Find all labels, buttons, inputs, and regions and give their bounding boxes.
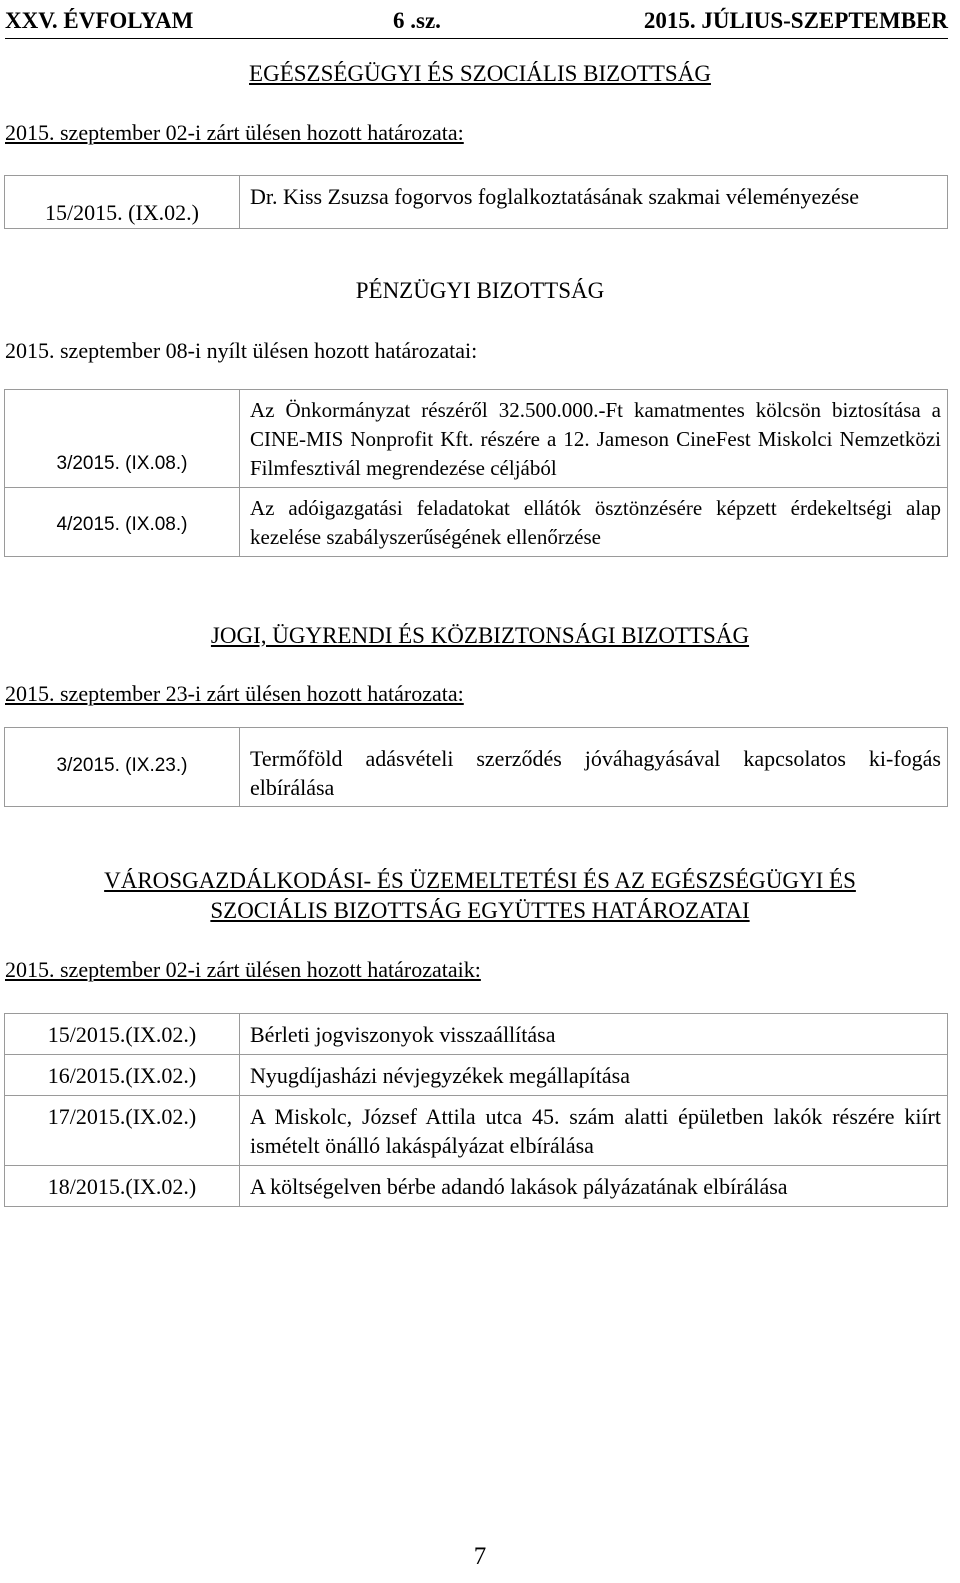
issue-number: 6 .sz.: [393, 8, 441, 33]
table-row: [5, 390, 948, 488]
section-title-legal: JOGI, ÜGYRENDI ÉS KÖZBIZTONSÁGI BIZOTTSÁG: [210, 623, 750, 648]
resolutions-table: [4, 389, 948, 557]
table-row: [5, 488, 948, 557]
resolution-number: 4/2015. (IX.08.): [5, 488, 240, 557]
section-date-line: 2015. szeptember 02-i zárt ülésen hozott határozata:: [5, 120, 464, 145]
resolution-text: Nyugdíjasházi névjegyzékek megállapítása: [240, 1055, 948, 1096]
resolution-text: Bérleti jogviszonyok visszaállítása: [240, 1014, 948, 1055]
resolution-number: 15/2015. (IX.02.): [5, 176, 240, 229]
resolution-text: Az Önkormányzat részéről 32.500.000.-Ft kamatmentes kölcsön biztosítása a CINE-MIS Nonprofit Kft. részére a 12. Jameson CineFest Miskolci Nemzetközi Filmfesztivál megrendezése céljából: [240, 390, 948, 488]
table-row: [5, 1096, 948, 1166]
section-date-line: 2015. szeptember 23-i zárt ülésen hozott határozata:: [5, 681, 464, 706]
resolution-text: A költségelven bérbe adandó lakások pályázatának elbírálása: [240, 1166, 948, 1207]
resolutions-table: [4, 727, 948, 807]
resolution-number: 3/2015. (IX.23.): [5, 728, 240, 807]
resolution-text: Termőföld adásvételi szerződés jóváhagyásával kapcsolatos ki-fogás elbírálása: [240, 728, 948, 807]
resolution-number: 16/2015.(IX.02.): [5, 1055, 240, 1096]
table-row: [5, 1055, 948, 1096]
table-row: [5, 176, 948, 229]
resolution-text: A Miskolc, József Attila utca 45. szám alatti épületben lakók részére kiírt ismételt önálló lakáspályázat elbírálása: [240, 1096, 948, 1166]
section-date-line: 2015. szeptember 08-i nyílt ülésen hozott határozatai:: [5, 338, 478, 363]
table-row: [5, 1166, 948, 1207]
table-row: [5, 1014, 948, 1055]
section-title-joint-line2: SZOCIÁLIS BIZOTTSÁG EGYÜTTES HATÁROZATAI: [210, 898, 750, 923]
section-title-joint-line1: VÁROSGAZDÁLKODÁSI- ÉS ÜZEMELTETÉSI ÉS AZ EGÉSZSÉGÜGYI ÉS: [104, 868, 856, 893]
resolution-text: Dr. Kiss Zsuzsa fogorvos foglalkoztatásának szakmai véleményezése: [240, 176, 948, 229]
resolution-number: 15/2015.(IX.02.): [5, 1014, 240, 1055]
table-row: [5, 728, 948, 807]
volume-label: XXV. ÉVFOLYAM: [5, 8, 194, 33]
section-date-line: 2015. szeptember 02-i zárt ülésen hozott határozataik:: [5, 957, 481, 982]
resolution-text: Az adóigazgatási feladatokat ellátók ösztönzésére képzett érdekeltségi alap kezelése szabályszerűségének ellenőrzése: [240, 488, 948, 557]
resolution-number: 17/2015.(IX.02.): [5, 1096, 240, 1166]
resolutions-table: [4, 175, 948, 229]
page-header: [5, 8, 948, 39]
page-number: 7: [473, 1543, 487, 1570]
resolutions-table: [4, 1013, 948, 1207]
resolution-number: 18/2015.(IX.02.): [5, 1166, 240, 1207]
section-title-health-social: EGÉSZSÉGÜGYI ÉS SZOCIÁLIS BIZOTTSÁG: [249, 61, 711, 86]
resolution-number: 3/2015. (IX.08.): [5, 390, 240, 488]
section-title-finance: PÉNZÜGYI BIZOTTSÁG: [355, 278, 605, 303]
issue-date: 2015. JÚLIUS-SZEPTEMBER: [643, 8, 948, 33]
